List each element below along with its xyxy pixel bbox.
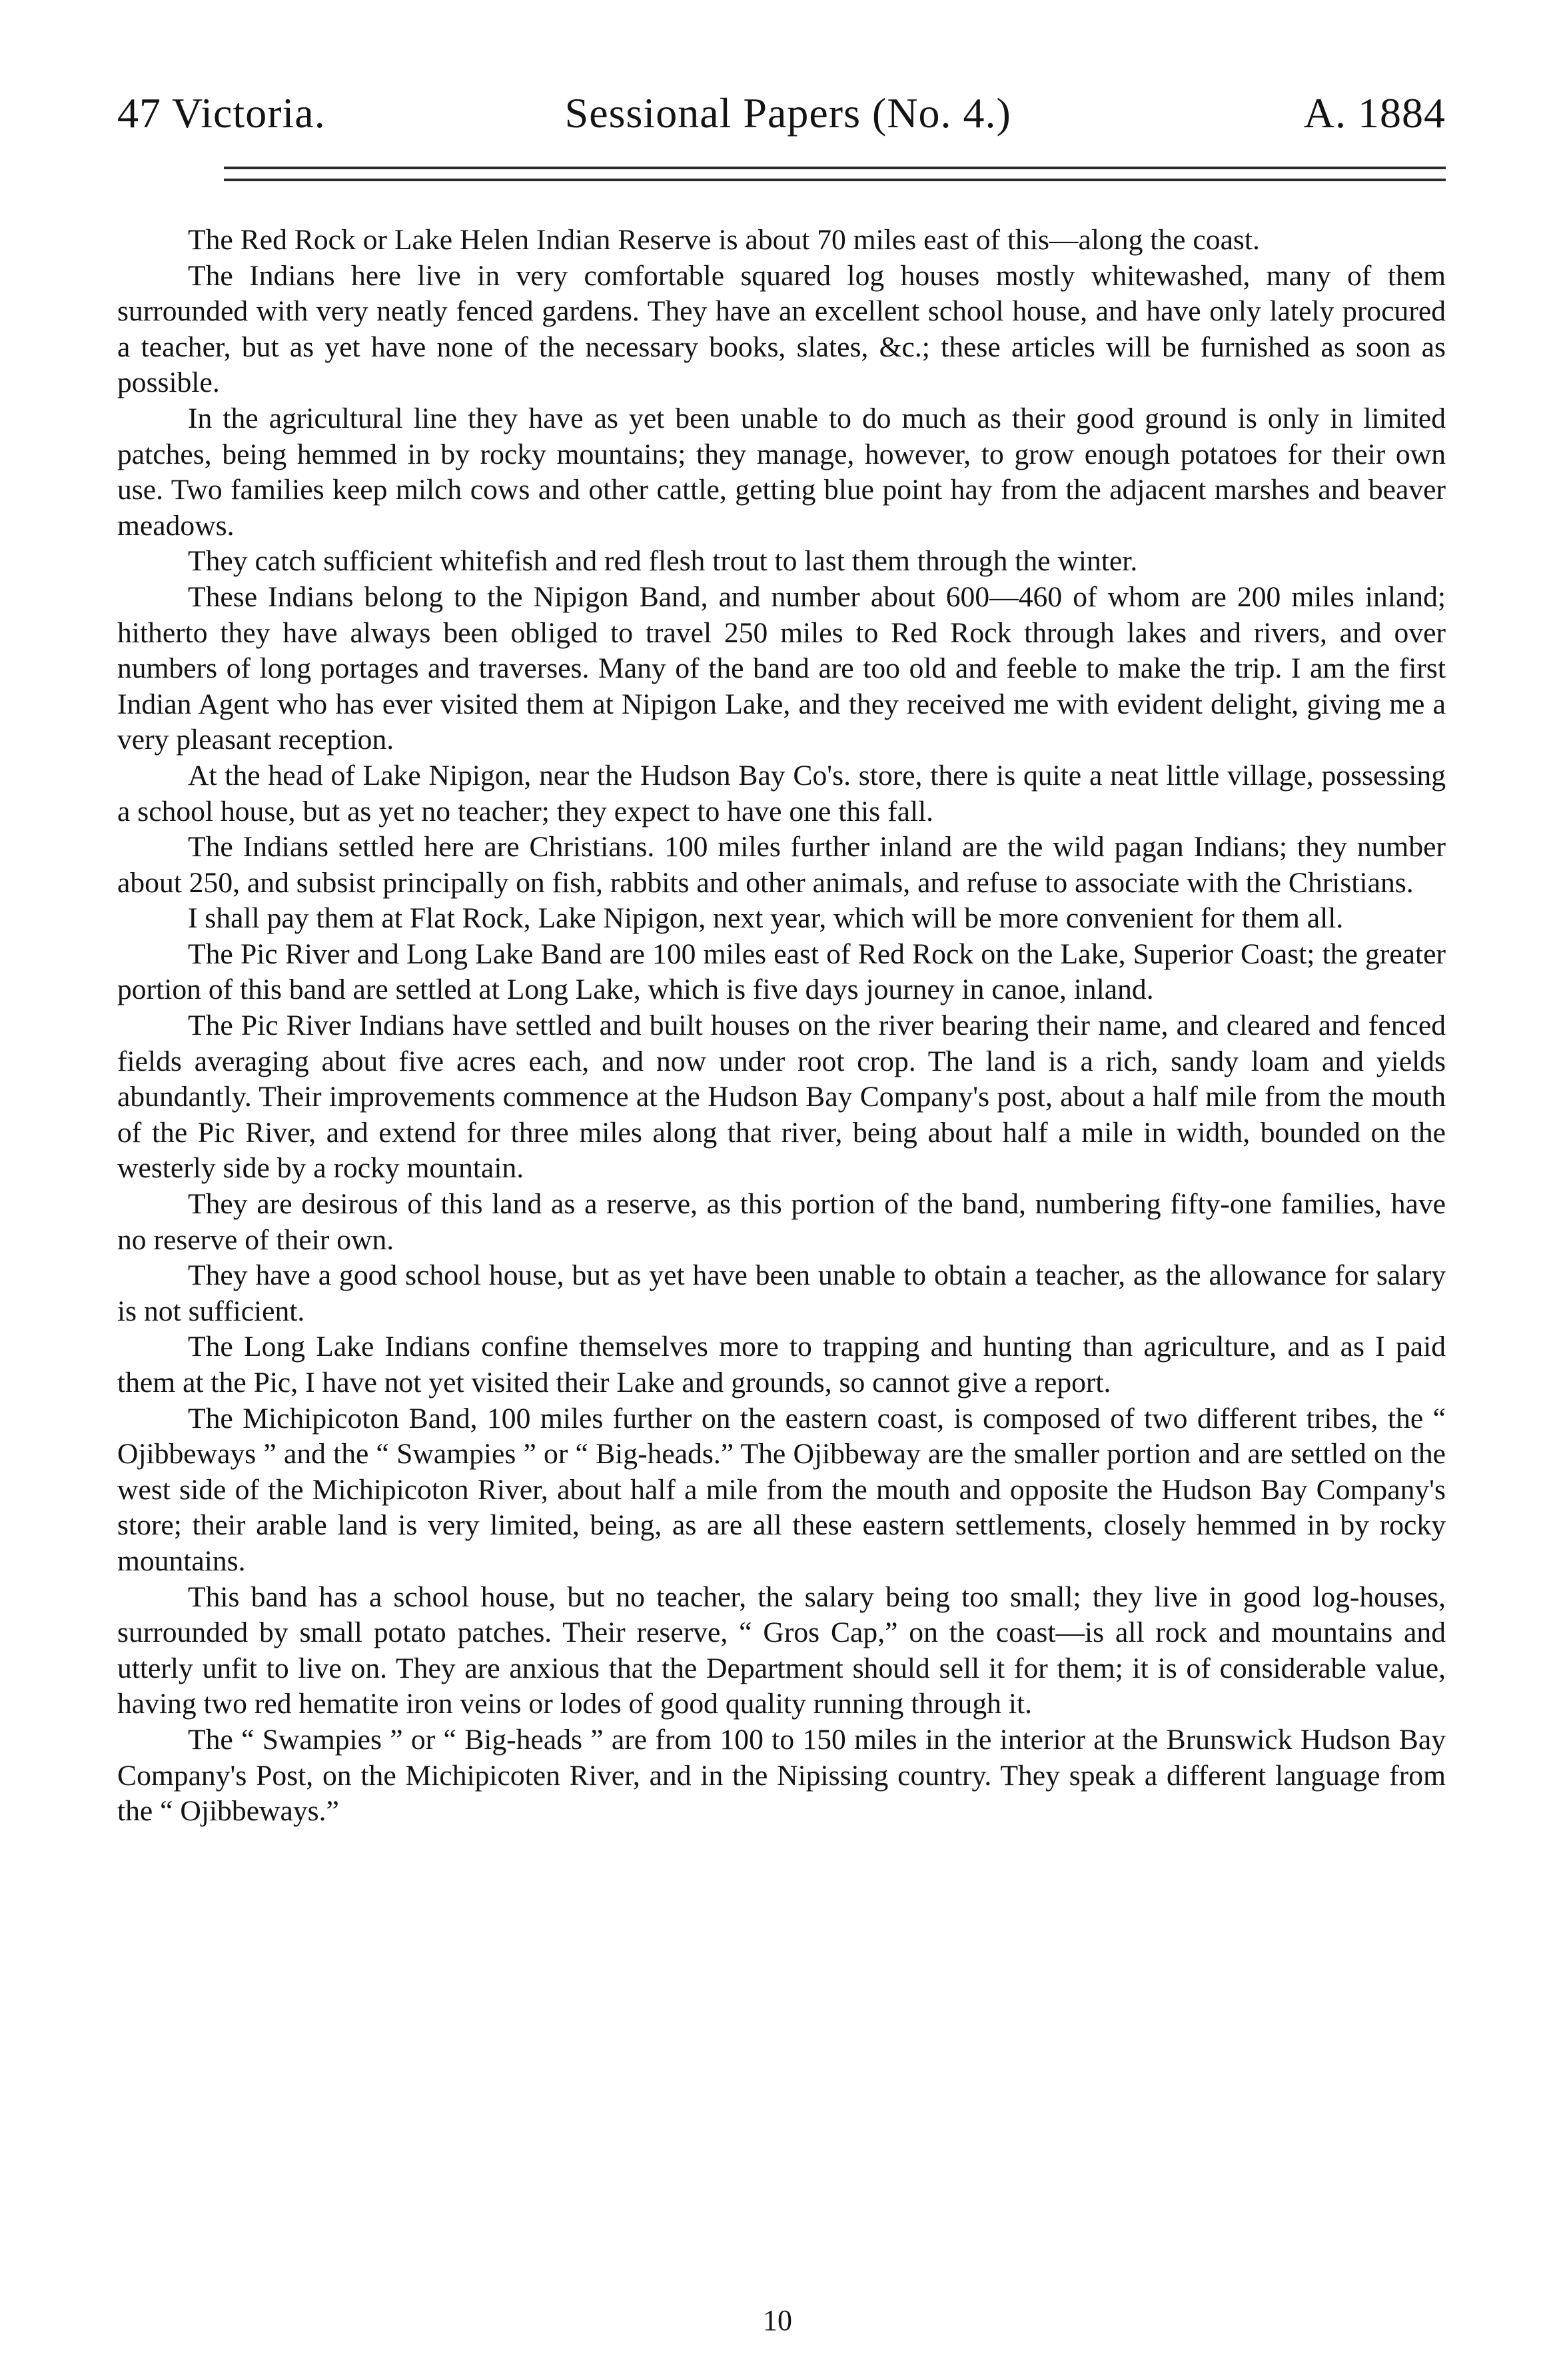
paragraph: The Pic River and Long Lake Band are 100 miles east of Red Rock on the Lake, Superior Coast; the greater portion of this band are settled at Long Lake, which is five days journey in canoe, inland.: [117, 937, 1446, 1006]
paragraph: These Indians belong to the Nipigon Band, and number about 600—460 of whom are 200 miles inland; hitherto they have always been obliged to travel 250 miles to Red Rock through lakes and rivers, and over numbers of long portages and traverses. Many of the band are too old and feeble to make the trip. I am the first Indian Agent who has ever visited them at Nipigon Lake, and they received me with evident delight, giving me a very pleasant reception.: [117, 580, 1446, 756]
report-text: [117, 223, 1446, 1830]
page: [117, 87, 1446, 1830]
paragraph: They catch sufficient whitefish and red flesh trout to last them through the winter.: [188, 545, 1138, 578]
running-head: [117, 87, 1446, 140]
paragraph: In the agricultural line they have as yet been unable to do much as their good ground is only in limited patches, being hemmed in by rocky mountains; they manage, however, to grow enough potatoes for their own use. Two families keep milch cows and other cattle, getting blue point hay from the adjacent marshes and beaver meadows.: [117, 402, 1446, 542]
paragraph: I shall pay them at Flat Rock, Lake Nipigon, next year, which will be more convenient for them all.: [188, 902, 1344, 935]
header-volume: 47 Victoria.: [117, 89, 326, 137]
paragraph: The Red Rock or Lake Helen Indian Reserve is about 70 miles east of this—along the coast.: [188, 224, 1260, 256]
paragraph: The Pic River Indians have settled and built houses on the river bearing their name, and cleared and fenced fields averaging about five acres each, and now under root crop. The land is a rich, sandy loam and yields abundantly. Their improvements commence at the Hudson Bay Company's post, about a half mile from the mouth of the Pic River, and extend for three miles along that river, being about half a mile in width, bounded on the westerly side by a rocky mountain.: [117, 1009, 1446, 1185]
paragraph: They have a good school house, but as yet have been unable to obtain a teacher, as the allowance for salary is not sufficient.: [117, 1259, 1446, 1327]
header-title: Sessional Papers (No. 4.): [564, 89, 1011, 137]
paragraph: They are desirous of this land as a reserve, as this portion of the band, numbering fifty-one families, have no reserve of their own.: [117, 1188, 1446, 1256]
paragraph: The Indians settled here are Christians. 100 miles further inland are the wild pagan Indians; they number about 250, and subsist principally on fish, rabbits and other animals, and refuse to associate with the Christians.: [117, 831, 1446, 899]
paragraph: The Long Lake Indians confine themselves more to trapping and hunting than agriculture, and as I paid them at the Pic, I have not yet visited their Lake and grounds, so cannot give a report.: [117, 1331, 1446, 1399]
paragraph: The “ Swampies ” or “ Big-heads ” are from 100 to 150 miles in the interior at the Brunswick Hudson Bay Company's Post, on the Michipicoten River, and in the Nipissing country. They speak a different language from the “ Ojibbeways.”: [117, 1723, 1446, 1828]
paragraph: The Michipicoton Band, 100 miles further on the eastern coast, is composed of two different tribes, the “ Ojibbeways ” and the “ Swampies ” or “ Big-heads.” The Ojibbeway are the smaller portion and are settled on the west side of the Michipicoton River, about half a mile from the mouth and opposite the Hudson Bay Company's store; their arable land is very limited, being, as are all these eastern settlements, closely hemmed in by rocky mountains.: [117, 1402, 1446, 1577]
header-rule: [224, 167, 1446, 181]
paragraph: The Indians here live in very comfortable squared log houses mostly whitewashed, many of them surrounded with very neatly fenced gardens. They have an excellent school house, and have only lately procured a teacher, but as yet have none of the necessary books, slates, &c.; these articles will be furnished as soon as possible.: [117, 259, 1446, 399]
paragraph: This band has a school house, but no teacher, the salary being too small; they live in good log-houses, surrounded by small potato patches. Their reserve, “ Gros Cap,” on the coast—is all rock and mountains and utterly unfit to live on. They are anxious that the Department should sell it for them; it is of considerable value, having two red hematite iron veins or lodes of good quality running through it.: [117, 1580, 1446, 1720]
header-year: A. 1884: [1303, 89, 1446, 137]
page-number: 10: [763, 2304, 792, 2337]
paragraph: At the head of Lake Nipigon, near the Hudson Bay Co's. store, there is quite a neat little village, possessing a school house, but as yet no teacher; they expect to have one this fall.: [117, 759, 1446, 828]
